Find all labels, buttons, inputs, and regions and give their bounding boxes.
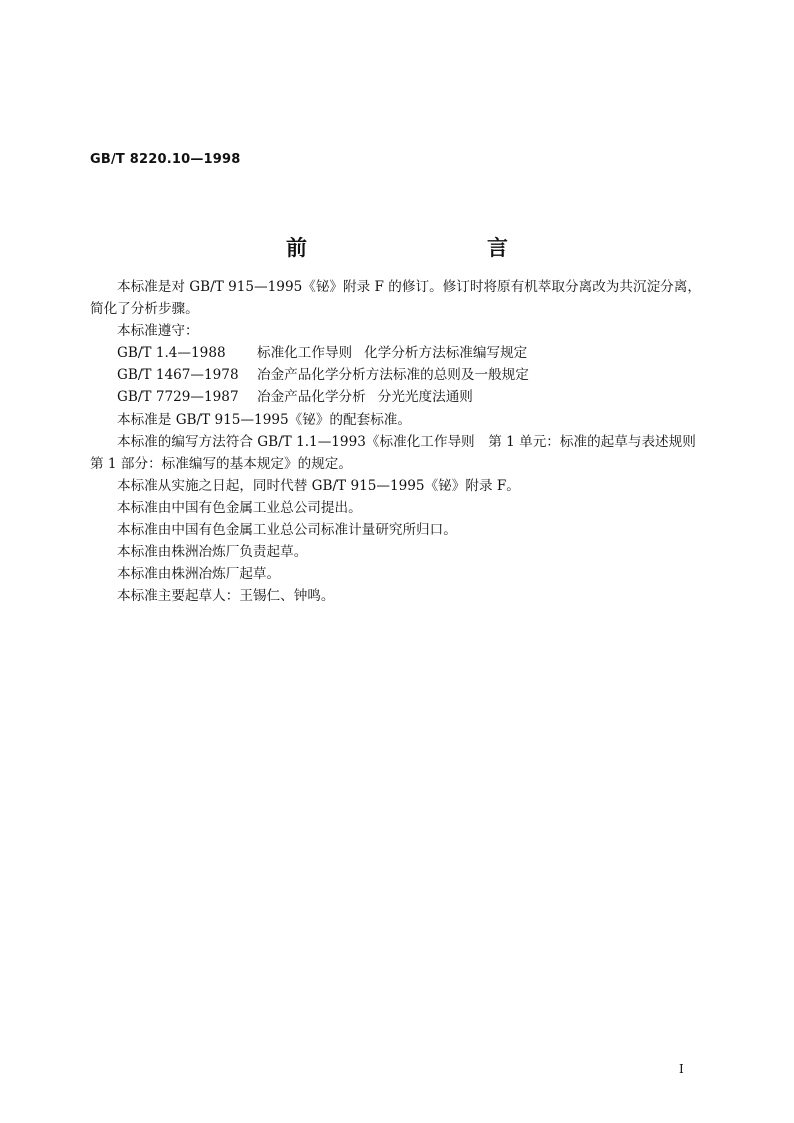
reference-item <box>90 342 704 364</box>
paragraph-companion: 本标准是 GB/T 915—1995《铋》的配套标准。 <box>117 411 411 428</box>
paragraph-revision: 本标准是对 GB/T 915—1995《铋》附录 F 的修订。修订时将原有机萃取分离改为共沉淀分离，简化了分析步骤。 <box>90 279 701 318</box>
preface-body <box>90 276 710 607</box>
paragraph-drafter: 本标准由株洲冶炼厂起草。 <box>117 566 281 583</box>
paragraph-responsible-drafter: 本标准由株洲冶炼厂负责起草。 <box>117 544 308 561</box>
paragraph-main-drafters: 本标准主要起草人：王锡仁、钟鸣。 <box>117 588 335 605</box>
reference-item <box>90 386 704 408</box>
paragraph-replacement: 本标准从实施之日起，同时代替 GB/T 915—1995《铋》附录 F。 <box>117 477 520 494</box>
paragraph-compliance: 本标准遵守： <box>117 323 199 340</box>
reference-title: 标准化工作导则 <box>257 345 353 362</box>
reference-code: GB/T 1467—1978 <box>117 367 239 384</box>
page-title: 前 言 <box>286 236 554 260</box>
reference-subtitle: 化学分析方法标准编写规定 <box>364 345 528 362</box>
standard-code: GB/T 8220.10—1998 <box>90 152 241 167</box>
paragraph-drafting-rules: 本标准的编写方法符合 GB/T 1.1—1993《标准化工作导则 第 1 单元：标准的起草与表述规则 第 1 部分：标准编写的基本规定》的规定。 <box>90 433 710 472</box>
page-number: I <box>679 1062 684 1076</box>
paragraph-proposer: 本标准由中国有色金属工业总公司提出。 <box>117 499 362 516</box>
reference-title: 冶金产品化学分析 <box>257 389 366 406</box>
reference-code: GB/T 7729—1987 <box>117 389 239 406</box>
reference-item <box>90 364 704 386</box>
reference-code: GB/T 1.4—1988 <box>117 345 226 362</box>
reference-subtitle: 分光光度法通则 <box>377 389 473 406</box>
paragraph-centralized: 本标准由中国有色金属工业总公司标准计量研究所归口。 <box>117 522 457 539</box>
reference-title: 冶金产品化学分析方法标准的总则及一般规定 <box>257 367 529 384</box>
